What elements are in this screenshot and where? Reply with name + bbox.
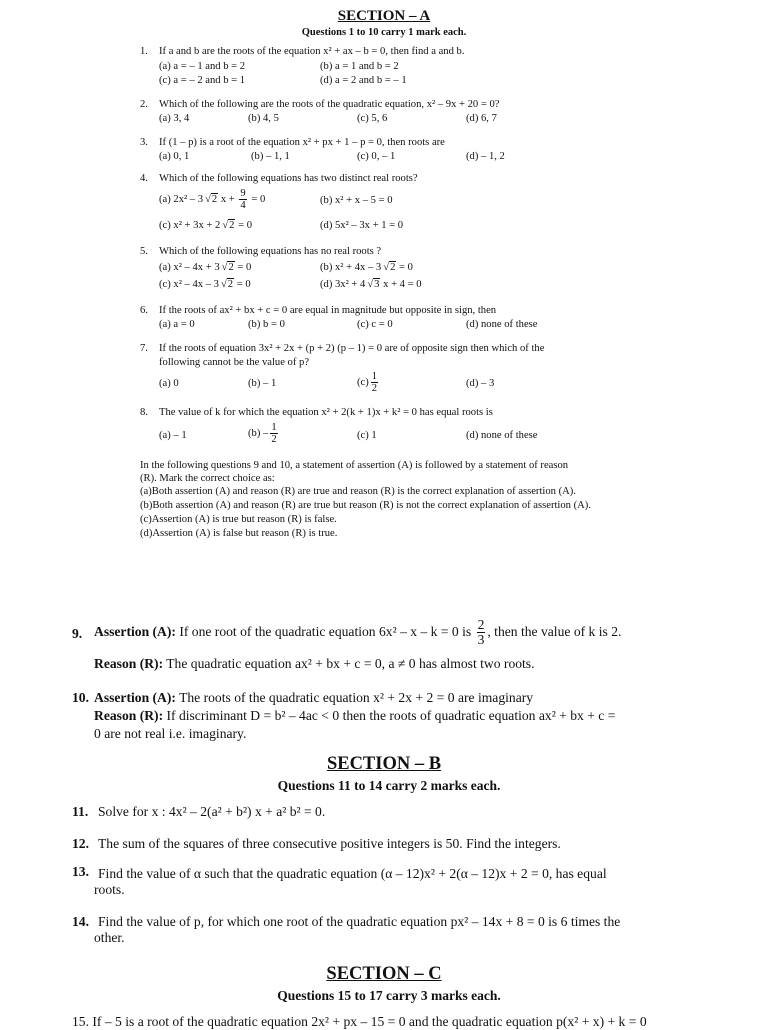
q12-number: 12. bbox=[72, 836, 89, 851]
q7-option-a: (a) 0 bbox=[159, 378, 179, 389]
q7-text-line2: following cannot be the value of p? bbox=[159, 357, 310, 368]
q4-option-b: (b) x² + x – 5 = 0 bbox=[320, 195, 393, 206]
q1-option-b: (b) a = 1 and b = 2 bbox=[320, 61, 399, 72]
q1-option-d: (d) a = 2 and b = – 1 bbox=[320, 75, 407, 86]
q10-reason-line2: 0 are not real i.e. imaginary. bbox=[94, 726, 247, 741]
ar-choice-d: (d)Assertion (A) is false but reason (R) is true. bbox=[140, 528, 338, 539]
q6-option-c: (c) c = 0 bbox=[357, 319, 393, 330]
section-c-subtitle: Questions 15 to 17 carry 3 marks each. bbox=[277, 988, 501, 1003]
q4-option-c: (c) x² + 3x + 2 √2 = 0 bbox=[159, 220, 253, 231]
q9-number: 9. bbox=[72, 626, 83, 641]
section-b-title: SECTION – B bbox=[326, 754, 442, 774]
q4-option-a: (a) 2x² – 3 √2 x + $\frac{9}{4}$ = 0 bbox=[159, 188, 266, 212]
q2-number: 2. bbox=[140, 99, 148, 110]
q8-option-d: (d) none of these bbox=[466, 430, 538, 441]
q8-option-a: (a) – 1 bbox=[159, 430, 187, 441]
q14-text-line2: other. bbox=[94, 930, 125, 945]
q7-option-d: (d) – 3 bbox=[466, 378, 495, 389]
q8-option-b: (b) – $\frac{1}{2}$ bbox=[248, 422, 277, 446]
q7-text-line1: If the roots of equation 3x² + 2x + (p + 2) (p – 1) = 0 are of opposite sign then which of the bbox=[159, 343, 545, 354]
q5-option-d: (d) 3x² + 4 √3 x + 4 = 0 bbox=[320, 279, 422, 290]
q8-text: The value of k for which the equation x² + 2(k + 1)x + k² = 0 has equal roots is bbox=[159, 407, 493, 418]
q5-option-c: (c) x² – 4x – 3 √2 = 0 bbox=[159, 279, 251, 290]
q4-number: 4. bbox=[140, 173, 148, 184]
q1-text: If a and b are the roots of the equation x² + ax – b = 0, then find a and b. bbox=[159, 46, 465, 57]
q14-number: 14. bbox=[72, 914, 89, 929]
q6-number: 6. bbox=[140, 305, 148, 316]
q13-text-line2: roots. bbox=[94, 882, 125, 897]
q9-assertion: Assertion (A): If one root of the quadratic equation 6x² – x – k = 0 is $\frac{2}{3}$ , then the value of k is 2. bbox=[94, 617, 622, 648]
q9-fraction: $\frac{2}{3}$ bbox=[477, 617, 485, 648]
q14-text-line1: Find the value of p, for which one root of the quadratic equation px² – 14x + 8 = 0 is 6 times the bbox=[98, 914, 621, 929]
q2-option-c: (c) 5, 6 bbox=[357, 113, 388, 124]
q12-text: The sum of the squares of three consecutive positive integers is 50. Find the integers. bbox=[98, 836, 561, 851]
ar-choice-b: (b)Both assertion (A) and reason (R) are true but reason (R) is not the correct explanation of assertion (A). bbox=[140, 500, 591, 511]
q2-option-b: (b) 4, 5 bbox=[248, 113, 279, 124]
q13-number: 13. bbox=[72, 864, 89, 879]
q1-option-c: (c) a = – 2 and b = 1 bbox=[159, 75, 246, 86]
q3-option-c: (c) 0, – 1 bbox=[357, 151, 396, 162]
ar-choice-c: (c)Assertion (A) is true but reason (R) is false. bbox=[140, 514, 337, 525]
q2-option-d: (d) 6, 7 bbox=[466, 113, 497, 124]
q3-number: 3. bbox=[140, 137, 148, 148]
q6-text: If the roots of ax² + bx + c = 0 are equal in magnitude but opposite in sign, then bbox=[159, 305, 497, 316]
ar-intro-line2: (R). Mark the correct choice as: bbox=[140, 473, 275, 484]
q8-number: 8. bbox=[140, 407, 148, 418]
q7-option-c: (c) $\frac{1}{2}$ bbox=[357, 371, 378, 395]
q4-a-radicand: 2 bbox=[211, 194, 218, 206]
q2-text: Which of the following are the roots of the quadratic equation, x² – 9x + 20 = 0? bbox=[159, 99, 500, 110]
q7-c-fraction: $\frac{1}{2}$ bbox=[371, 371, 378, 395]
q5-option-b: (b) x² + 4x – 3 √2 = 0 bbox=[320, 262, 413, 273]
q4-option-d: (d) 5x² – 3x + 1 = 0 bbox=[320, 220, 404, 231]
q8-option-c: (c) 1 bbox=[357, 430, 377, 441]
q3-option-a: (a) 0, 1 bbox=[159, 151, 190, 162]
q3-option-d: (d) – 1, 2 bbox=[466, 151, 505, 162]
q1-number: 1. bbox=[140, 46, 148, 57]
q6-option-a: (a) a = 0 bbox=[159, 319, 195, 330]
q2-option-a: (a) 3, 4 bbox=[159, 113, 190, 124]
q5-number: 5. bbox=[140, 246, 148, 257]
q9-reason: Reason (R): The quadratic equation ax² + bx + c = 0, a ≠ 0 has almost two roots. bbox=[94, 656, 535, 671]
q11-text: Solve for x : 4x² – 2(a² + b²) x + a² b² = 0. bbox=[98, 804, 326, 819]
q13-text-line1: Find the value of α such that the quadratic equation (α – 12)x² + 2(α – 12)x + 2 = 0, has equal bbox=[98, 866, 607, 881]
q10-number: 10. bbox=[72, 690, 89, 705]
section-a-subtitle: Questions 1 to 10 carry 1 mark each. bbox=[301, 27, 467, 38]
ar-choice-a: (a)Both assertion (A) and reason (R) are true and reason (R) is the correct explanation of assertion (A). bbox=[140, 486, 576, 497]
q4-a-fraction: $\frac{9}{4}$ bbox=[240, 188, 246, 212]
section-b-subtitle: Questions 11 to 14 carry 2 marks each. bbox=[277, 778, 501, 793]
q6-option-d: (d) none of these bbox=[466, 319, 538, 330]
q5-option-a: (a) x² – 4x + 3 √2 = 0 bbox=[159, 262, 252, 273]
q5-text: Which of the following equations has no real roots ? bbox=[159, 246, 382, 257]
q1-option-a: (a) a = – 1 and b = 2 bbox=[159, 61, 246, 72]
ar-intro-line1: In the following questions 9 and 10, a statement of assertion (A) is followed by a statement of reason bbox=[140, 460, 569, 471]
q8-b-fraction: $\frac{1}{2}$ bbox=[271, 422, 277, 446]
q3-text: If (1 – p) is a root of the equation x² + px + 1 – p = 0, then roots are bbox=[159, 137, 445, 148]
q15-partial-text: 15. If – 5 is a root of the quadratic equation 2x² + px – 15 = 0 and the quadratic equation p(x² + x) + k = 0 bbox=[72, 1014, 647, 1029]
q10-reason: Reason (R): If discriminant D = b² – 4ac < 0 then the roots of quadratic equation ax² + bx + c = bbox=[94, 708, 616, 723]
q6-option-b: (b) b = 0 bbox=[248, 319, 285, 330]
q7-option-b: (b) – 1 bbox=[248, 378, 277, 389]
section-c-title: SECTION – C bbox=[326, 964, 442, 984]
q7-number: 7. bbox=[140, 343, 148, 354]
section-a-title: SECTION – A bbox=[337, 8, 431, 24]
q3-option-b: (b) – 1, 1 bbox=[251, 151, 290, 162]
q4-text: Which of the following equations has two distinct real roots? bbox=[159, 173, 418, 184]
q11-number: 11. bbox=[72, 804, 89, 819]
q10-assertion: Assertion (A): The roots of the quadratic equation x² + 2x + 2 = 0 are imaginary bbox=[94, 690, 534, 705]
